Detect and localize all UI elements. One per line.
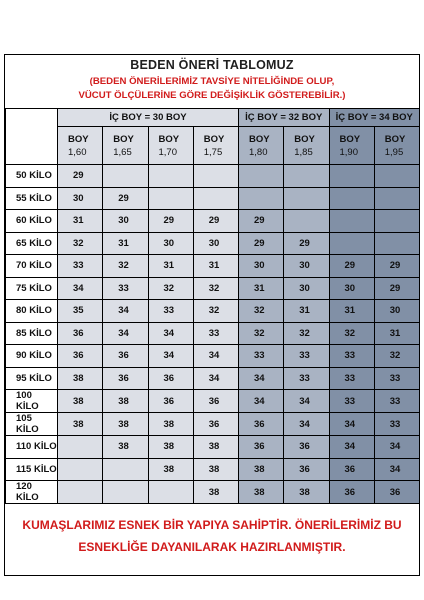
size-cell: [58, 436, 103, 459]
weight-label: 100 KİLO: [6, 390, 58, 413]
table-row: [6, 165, 420, 188]
size-cell: 36: [58, 345, 103, 368]
weight-label: 105 KİLO: [6, 413, 58, 436]
weight-label: 65 KİLO: [6, 232, 58, 255]
column-header-word: BOY: [203, 133, 225, 145]
size-cell: 36: [103, 345, 148, 368]
size-cell: 32: [193, 277, 238, 300]
size-cell: 31: [374, 322, 419, 345]
size-cell: 36: [329, 458, 374, 481]
size-cell: 36: [193, 413, 238, 436]
column-header: [284, 127, 329, 165]
column-header-height: 1,65: [113, 146, 132, 158]
size-cell: [284, 165, 329, 188]
size-cell: 33: [148, 300, 193, 323]
size-cell: 33: [374, 413, 419, 436]
size-cell: 34: [374, 458, 419, 481]
size-cell: 32: [239, 300, 284, 323]
column-header-height: 1,75: [203, 146, 223, 158]
size-cell: 38: [148, 436, 193, 459]
table-row: [6, 481, 420, 504]
size-cell: 34: [284, 413, 329, 436]
size-cell: [193, 165, 238, 188]
table-row: [6, 322, 420, 345]
size-cell: 29: [374, 255, 419, 278]
weight-label: 55 KİLO: [6, 187, 58, 210]
weight-label: 90 KİLO: [6, 345, 58, 368]
size-cell: 32: [374, 345, 419, 368]
table-row: [6, 345, 420, 368]
size-cell: [103, 481, 148, 504]
size-chart: [4, 54, 420, 576]
size-cell: 38: [193, 481, 238, 504]
size-cell: 32: [193, 300, 238, 323]
size-cell: 34: [239, 367, 284, 390]
size-cell: 36: [148, 367, 193, 390]
size-cell: 32: [329, 322, 374, 345]
size-cell: [284, 210, 329, 233]
size-cell: 34: [329, 436, 374, 459]
weight-label: 60 KİLO: [6, 210, 58, 233]
size-cell: 34: [374, 436, 419, 459]
size-table: [5, 108, 420, 504]
column-header-height: 1,70: [158, 146, 177, 158]
column-header: [148, 127, 193, 165]
size-cell: 38: [284, 481, 329, 504]
weight-label: 85 KİLO: [6, 322, 58, 345]
size-cell: 33: [284, 367, 329, 390]
size-cell: [58, 481, 103, 504]
size-cell: [329, 210, 374, 233]
column-header-word: BOY: [68, 133, 89, 145]
column-header-row: [6, 127, 420, 165]
size-cell: 35: [58, 300, 103, 323]
size-cell: 34: [239, 390, 284, 413]
size-cell: [239, 187, 284, 210]
size-cell: 36: [239, 413, 284, 436]
size-cell: [148, 481, 193, 504]
table-row: [6, 255, 420, 278]
column-header-height: 1,60: [68, 146, 87, 158]
size-cell: 29: [374, 277, 419, 300]
size-cell: 31: [193, 255, 238, 278]
weight-label: 120 KİLO: [6, 481, 58, 504]
size-cell: 36: [58, 322, 103, 345]
size-cell: 30: [58, 187, 103, 210]
table-row: [6, 436, 420, 459]
size-cell: 36: [284, 436, 329, 459]
size-cell: 30: [374, 300, 419, 323]
group-label: İÇ BOY = 30 BOY: [58, 109, 239, 127]
size-cell: 34: [103, 300, 148, 323]
size-cell: 30: [239, 255, 284, 278]
size-cell: [374, 165, 419, 188]
column-header: [239, 127, 284, 165]
table-row: [6, 458, 420, 481]
size-cell: 38: [103, 436, 148, 459]
size-cell: 33: [58, 255, 103, 278]
size-cell: 36: [148, 390, 193, 413]
size-cell: 34: [103, 322, 148, 345]
size-cell: 36: [103, 367, 148, 390]
size-cell: 36: [374, 481, 419, 504]
size-cell: [103, 458, 148, 481]
size-cell: 30: [284, 277, 329, 300]
chart-header: [5, 55, 419, 109]
size-cell: 29: [239, 210, 284, 233]
weight-label: 50 KİLO: [6, 165, 58, 188]
size-cell: 36: [193, 390, 238, 413]
size-cell: 29: [58, 165, 103, 188]
weight-label: 115 KİLO: [6, 458, 58, 481]
column-header: [193, 127, 238, 165]
size-cell: 38: [103, 413, 148, 436]
size-cell: 30: [148, 232, 193, 255]
size-cell: 38: [58, 367, 103, 390]
table-row: [6, 210, 420, 233]
chart-subtitle-line1: (BEDEN ÖNERİLERİMİZ TAVSİYE NİTELİĞİNDE OLUP,: [89, 76, 335, 87]
size-cell: 30: [103, 210, 148, 233]
size-cell: 33: [103, 277, 148, 300]
size-cell: [374, 232, 419, 255]
table-row: [6, 232, 420, 255]
weight-label: 80 KİLO: [6, 300, 58, 323]
column-header-word: BOY: [249, 133, 270, 145]
size-cell: 33: [329, 345, 374, 368]
size-cell: 34: [148, 345, 193, 368]
size-cell: 38: [239, 458, 284, 481]
table-row: [6, 413, 420, 436]
size-cell: 32: [148, 277, 193, 300]
size-cell: 33: [374, 390, 419, 413]
size-cell: [239, 165, 284, 188]
size-cell: 38: [193, 436, 238, 459]
column-header-word: BOY: [384, 133, 406, 145]
size-cell: 36: [239, 436, 284, 459]
column-header-word: BOY: [113, 133, 134, 145]
column-header-height: 1,80: [249, 146, 268, 158]
size-cell: 33: [284, 345, 329, 368]
size-cell: 34: [193, 367, 238, 390]
size-cell: [284, 187, 329, 210]
size-cell: 38: [58, 390, 103, 413]
group-header-row: [6, 109, 420, 127]
size-cell: [374, 210, 419, 233]
group-label: İÇ BOY = 34 BOY: [329, 109, 420, 127]
size-cell: 34: [329, 413, 374, 436]
size-cell: 34: [58, 277, 103, 300]
size-cell: [58, 458, 103, 481]
chart-subtitle-line2: VÜCUT ÖLÇÜLERİNE GÖRE DEĞİŞİKLİK GÖSTEREBİLİR.): [78, 90, 346, 101]
size-cell: 32: [103, 255, 148, 278]
size-cell: 34: [284, 390, 329, 413]
size-cell: 34: [148, 322, 193, 345]
column-header-word: BOY: [158, 133, 180, 145]
size-cell: 32: [239, 322, 284, 345]
size-cell: 29: [239, 232, 284, 255]
column-header: [103, 127, 148, 165]
size-cell: [193, 187, 238, 210]
size-cell: 31: [239, 277, 284, 300]
size-cell: [374, 187, 419, 210]
table-row: [6, 187, 420, 210]
size-cell: 33: [239, 345, 284, 368]
table-row: [6, 277, 420, 300]
size-cell: 34: [193, 345, 238, 368]
column-header: [58, 127, 103, 165]
size-cell: 33: [329, 390, 374, 413]
column-header-word: BOY: [339, 133, 361, 145]
corner-cell: [6, 109, 58, 165]
chart-title: BEDEN ÖNERİ TABLOMUZ: [130, 58, 294, 72]
size-cell: [329, 165, 374, 188]
size-cell: 38: [148, 458, 193, 481]
size-cell: 29: [284, 232, 329, 255]
size-cell: 32: [58, 232, 103, 255]
footer-note-line2: ESNEKLİĞE DAYANILARAK HAZIRLANMIŞTIR.: [78, 540, 346, 554]
table-row: [6, 390, 420, 413]
footer-note-line1: KUMAŞLARIMIZ ESNEK BİR YAPIYA SAHİPTİR. ÖNERİLERİMİZ BU: [22, 518, 402, 532]
size-cell: 29: [103, 187, 148, 210]
size-cell: [103, 165, 148, 188]
size-cell: 30: [284, 255, 329, 278]
size-cell: 36: [329, 481, 374, 504]
group-label: İÇ BOY = 32 BOY: [239, 109, 330, 127]
size-cell: 33: [374, 367, 419, 390]
size-cell: 33: [329, 367, 374, 390]
size-cell: 36: [284, 458, 329, 481]
column-header-height: 1,85: [294, 146, 313, 158]
size-cell: 38: [58, 413, 103, 436]
size-cell: 29: [148, 210, 193, 233]
weight-label: 110 KİLO: [6, 436, 58, 459]
chart-footer: [5, 507, 419, 575]
column-header-word: BOY: [294, 133, 315, 145]
size-cell: [329, 187, 374, 210]
weight-label: 70 KİLO: [6, 255, 58, 278]
size-cell: 38: [193, 458, 238, 481]
size-cell: 31: [148, 255, 193, 278]
size-cell: 31: [103, 232, 148, 255]
column-header-height: 1,90: [339, 146, 358, 158]
table-row: [6, 300, 420, 323]
size-cell: 31: [284, 300, 329, 323]
table-row: [6, 367, 420, 390]
column-header: [374, 127, 419, 165]
size-cell: [329, 232, 374, 255]
size-cell: 38: [148, 413, 193, 436]
size-cell: 31: [329, 300, 374, 323]
column-header: [329, 127, 374, 165]
size-cell: 29: [329, 255, 374, 278]
size-cell: 33: [193, 322, 238, 345]
size-cell: 38: [103, 390, 148, 413]
size-cell: [148, 187, 193, 210]
column-header-height: 1,95: [384, 146, 404, 158]
size-cell: 38: [239, 481, 284, 504]
size-cell: [148, 165, 193, 188]
size-cell: 32: [284, 322, 329, 345]
size-cell: 30: [193, 232, 238, 255]
size-cell: 30: [329, 277, 374, 300]
size-cell: 29: [193, 210, 238, 233]
size-cell: 31: [58, 210, 103, 233]
weight-label: 75 KİLO: [6, 277, 58, 300]
weight-label: 95 KİLO: [6, 367, 58, 390]
